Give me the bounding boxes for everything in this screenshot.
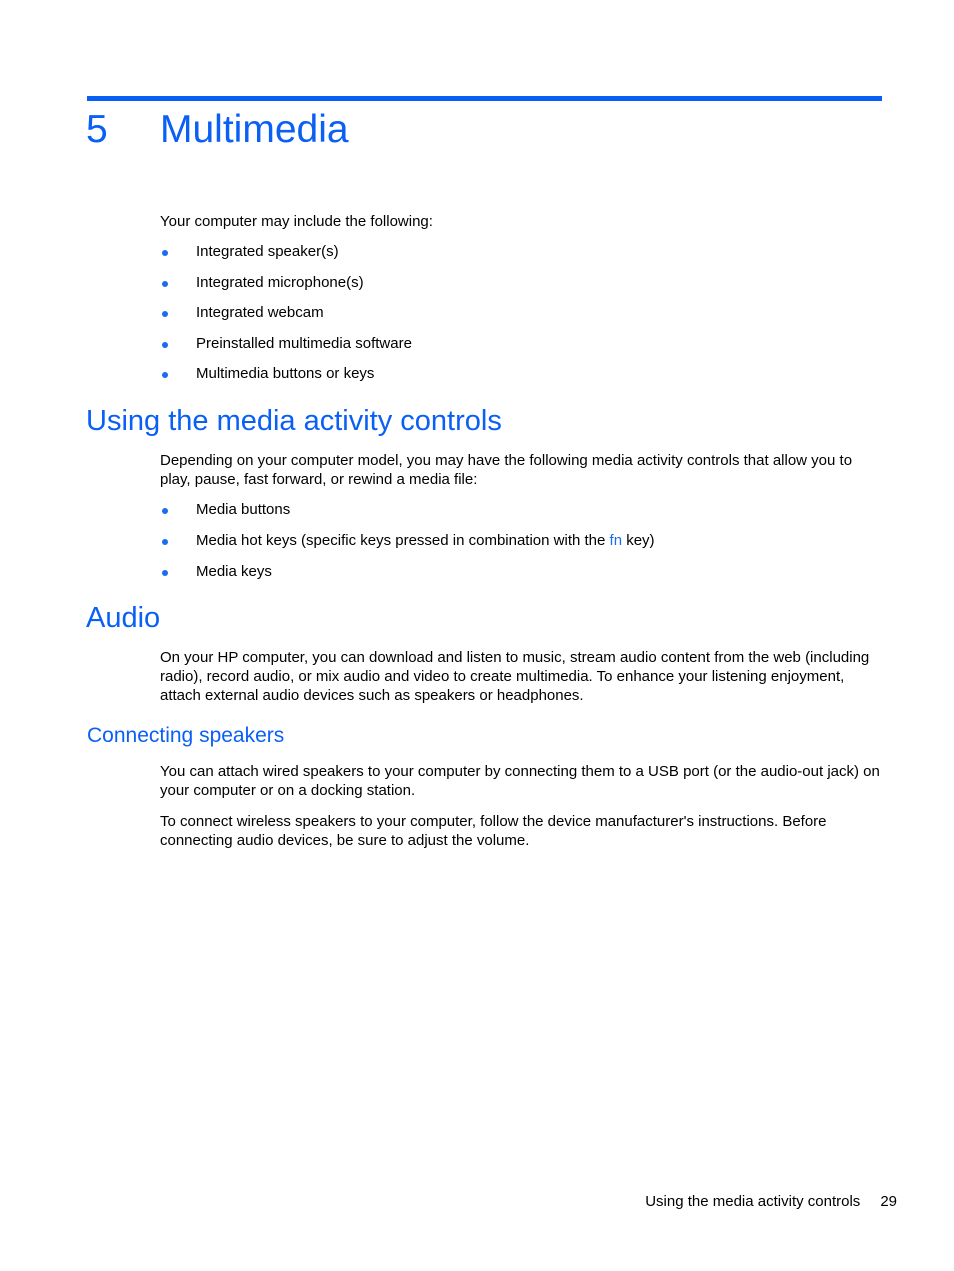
- intro-list: [160, 242, 412, 383]
- bullet-icon: [162, 250, 168, 256]
- list-item: Integrated speaker(s): [160, 242, 412, 261]
- bullet-icon: [162, 281, 168, 287]
- media-controls-list: [160, 500, 655, 581]
- list-item: Media hot keys (specific keys pressed in combination with the fn key): [160, 531, 655, 550]
- chapter-title-text: Multimedia: [160, 108, 349, 151]
- chapter-title: [86, 106, 349, 156]
- list-item: Integrated microphone(s): [160, 273, 412, 292]
- intro-text: Your computer may include the following:: [160, 213, 433, 230]
- page-footer: [645, 1192, 897, 1211]
- bullet-icon: [162, 342, 168, 348]
- bullet-icon: [162, 311, 168, 317]
- subsection-heading-speakers: Connecting speakers: [87, 724, 285, 747]
- audio-text: On your HP computer, you can download and listen to music, stream audio content from the web (including radio), record audio, or mix audio and video to create multimedia. To enhance your listening enjoyment, attach external audio devices such as speakers or headphones.: [160, 649, 870, 704]
- list-item: Multimedia buttons or keys: [160, 364, 412, 383]
- bullet-icon: [162, 570, 168, 576]
- bullet-icon: [162, 539, 168, 545]
- media-controls-text: Depending on your computer model, you may have the following media activity controls that allow you to play, pause, fast forward, or rewind a media file:: [160, 452, 853, 488]
- section-heading-media-controls: Using the media activity controls: [86, 405, 502, 437]
- speakers-text-1: You can attach wired speakers to your computer by connecting them to a USB port (or the audio-out jack) on your computer or on a docking station.: [160, 763, 880, 799]
- list-item: Integrated webcam: [160, 303, 412, 322]
- chapter-rule: [87, 96, 882, 101]
- page-number: 29: [880, 1193, 897, 1210]
- chapter-number: 5: [86, 108, 108, 151]
- list-item: Media keys: [160, 562, 655, 581]
- bullet-icon: [162, 372, 168, 378]
- section-heading-audio: Audio: [86, 602, 161, 634]
- footer-section-title: Using the media activity controls: [645, 1193, 861, 1210]
- list-item: Media buttons: [160, 500, 655, 519]
- speakers-text-2: To connect wireless speakers to your computer, follow the device manufacturer's instructions. Before connecting audio devices, be sure to adjust the volume.: [160, 813, 827, 849]
- fn-key-link[interactable]: fn: [609, 532, 623, 549]
- list-item: Preinstalled multimedia software: [160, 334, 412, 353]
- bullet-icon: [162, 508, 168, 514]
